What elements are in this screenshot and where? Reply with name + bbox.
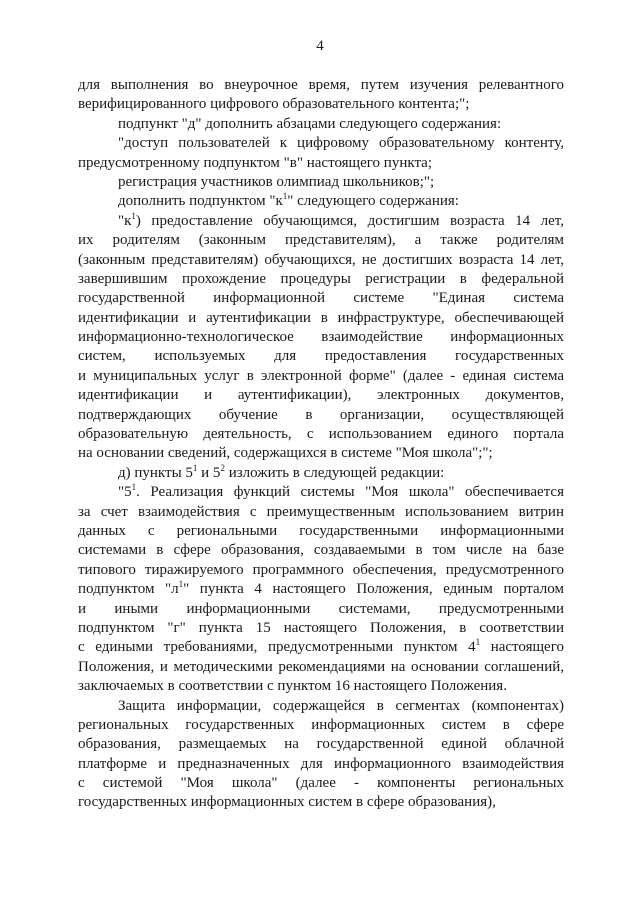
text-line: и иными информационными системами, предусмотренными <box>78 600 564 617</box>
text-line: подпункт "д" дополнить абзацами следующего содержания: <box>118 115 502 132</box>
text-line: идентификации и аутентификации), электронных документов, <box>78 387 564 404</box>
text-line: государственных информационных систем в сфере образования), <box>78 794 496 811</box>
text-line: подтверждающих обучение в организации, осуществляющей <box>78 406 564 423</box>
text-line: подпунктом "г" пункта 15 настоящего Положения, в соответствии <box>78 619 564 636</box>
text-line: "$5^1$. Реализация функций системы "Моя школа" обеспечивается <box>118 482 564 501</box>
text-line: образования, размещаемых на государственной единой облачной <box>78 736 564 753</box>
text-line: за счет взаимодействия с преимущественным использованием витрин <box>78 503 564 520</box>
text-line: подпунктом "$л^1$" пункта 4 настоящего Положения, единым порталом <box>78 579 564 598</box>
text-line: (законным представителям) обучающихся, не достигших возраста 14 лет, <box>78 251 564 268</box>
text-line: и муниципальных услуг в электронной форме" (далее - единая система <box>78 367 564 384</box>
text-line: образовательную деятельность, с использованием единого портала <box>78 426 564 443</box>
text-line: данных с региональными государственными информационными <box>78 522 564 539</box>
page-number: 4 <box>316 38 324 54</box>
text-line: региональных государственных информационных систем в сфере <box>78 716 564 733</box>
text-line: "$к^1$) предоставление обучающимся, достигшим возраста 14 лет, <box>118 210 564 229</box>
text-line: для выполнения во внеурочное время, путем изучения релевантного <box>78 77 564 93</box>
text-line: на основании сведений, содержащихся в системе "Моя школа";"; <box>78 445 493 462</box>
text-line: заключаемых в соответствии с пунктом 16 настоящего Положения. <box>78 678 507 695</box>
text-line: Положения, и методическими рекомендациями на основании соглашений, <box>78 658 564 675</box>
text-line: государственной информационной системе "Единая система <box>78 290 564 307</box>
text-line: их родителям (законным представителям), а также родителям <box>78 232 564 249</box>
text-line: с системой "Моя школа" (далее - компоненты региональных <box>78 775 564 792</box>
text-line: верифицированного цифрового образовательного контента;"; <box>78 96 470 113</box>
text-line: предусмотренному подпунктом "в" настоящего пункта; <box>78 154 433 171</box>
text-line: дополнить подпунктом "$к^1$" следующего содержания: <box>118 191 459 210</box>
text-line: системами в сфере образования, создаваемыми в том числе на базе <box>78 542 564 559</box>
text-line: типового тиражируемого программного обеспечения, предусмотренного <box>78 561 564 578</box>
text-line: д) пункты $5^1$ и $5^2$ изложить в следующей редакции: <box>118 462 445 481</box>
text-line: "доступ пользователей к цифровому образовательному контенту, <box>118 135 564 152</box>
text-line: информационно-технологическое взаимодействие информационных <box>78 329 564 346</box>
text-line: систем, используемых для предоставления государственных <box>78 348 564 365</box>
text-line: с едиными требованиями, предусмотренными пунктом $4^1$ настоящего <box>78 637 564 656</box>
text-line: Защита информации, содержащейся в сегментах (компонентах) <box>118 697 564 714</box>
text-line: идентификации и аутентификации в инфраструктуре, обеспечивающей <box>78 309 564 326</box>
text-line: завершившим прохождение процедуры регистрации в федеральной <box>78 270 564 287</box>
text-line: платформе и предназначенных для информационного взаимодействия <box>78 755 564 772</box>
document-body <box>78 76 564 813</box>
text-line: регистрация участников олимпиад школьников;"; <box>118 173 435 190</box>
